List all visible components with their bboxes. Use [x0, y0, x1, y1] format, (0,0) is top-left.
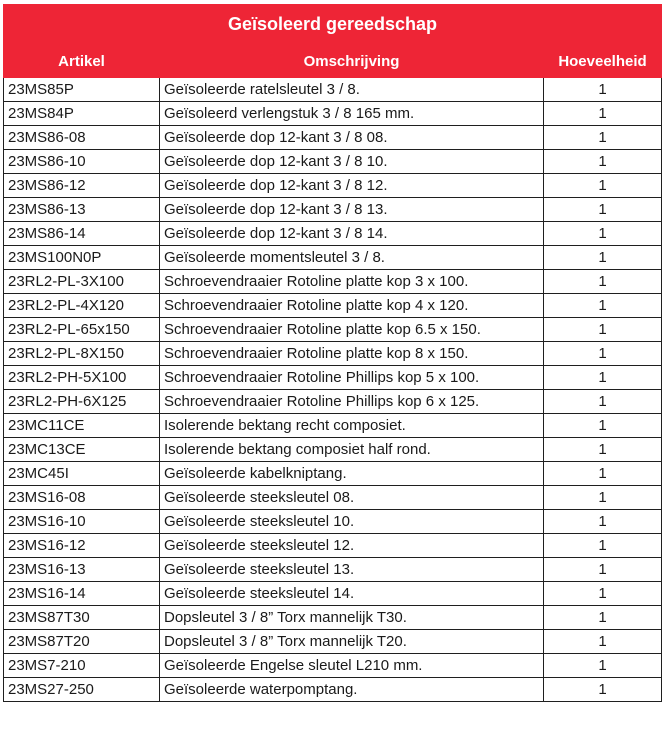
table-row	[4, 558, 662, 582]
cell-omschrijving: Schroevendraaier Rotoline Phillips kop 5 x 100.	[160, 366, 544, 390]
cell-hoeveelheid: 1	[544, 582, 662, 606]
table-row	[4, 390, 662, 414]
cell-omschrijving: Geïsoleerde Engelse sleutel L210 mm.	[160, 654, 544, 678]
table-row	[4, 486, 662, 510]
cell-omschrijving: Schroevendraaier Rotoline platte kop 6.5 x 150.	[160, 318, 544, 342]
cell-omschrijving: Geïsoleerde steeksleutel 13.	[160, 558, 544, 582]
cell-omschrijving: Schroevendraaier Rotoline platte kop 8 x 150.	[160, 342, 544, 366]
cell-hoeveelheid: 1	[544, 510, 662, 534]
cell-artikel: 23RL2-PL-65x150	[4, 318, 160, 342]
cell-hoeveelheid: 1	[544, 222, 662, 246]
cell-omschrijving: Geïsoleerde dop 12-kant 3 / 8 08.	[160, 126, 544, 150]
cell-omschrijving: Geïsoleerde steeksleutel 10.	[160, 510, 544, 534]
cell-artikel: 23MS86-12	[4, 174, 160, 198]
table-row	[4, 678, 662, 702]
cell-omschrijving: Geïsoleerde waterpomptang.	[160, 678, 544, 702]
cell-omschrijving: Geïsoleerd verlengstuk 3 / 8 165 mm.	[160, 102, 544, 126]
cell-artikel: 23MS16-08	[4, 486, 160, 510]
product-table-container	[3, 4, 661, 702]
cell-omschrijving: Geïsoleerde dop 12-kant 3 / 8 13.	[160, 198, 544, 222]
cell-omschrijving: Geïsoleerde steeksleutel 12.	[160, 534, 544, 558]
cell-artikel: 23MS16-10	[4, 510, 160, 534]
cell-artikel: 23MS16-14	[4, 582, 160, 606]
cell-hoeveelheid: 1	[544, 366, 662, 390]
cell-artikel: 23MS87T30	[4, 606, 160, 630]
cell-omschrijving: Schroevendraaier Rotoline platte kop 3 x 100.	[160, 270, 544, 294]
cell-hoeveelheid: 1	[544, 318, 662, 342]
table-row	[4, 462, 662, 486]
cell-hoeveelheid: 1	[544, 246, 662, 270]
cell-omschrijving: Geïsoleerde momentsleutel 3 / 8.	[160, 246, 544, 270]
product-table	[3, 4, 662, 702]
cell-hoeveelheid: 1	[544, 678, 662, 702]
table-row	[4, 102, 662, 126]
table-row	[4, 654, 662, 678]
table-title-row	[4, 5, 662, 45]
table-row	[4, 534, 662, 558]
cell-hoeveelheid: 1	[544, 126, 662, 150]
cell-artikel: 23RL2-PL-4X120	[4, 294, 160, 318]
table-row	[4, 318, 662, 342]
cell-artikel: 23RL2-PH-6X125	[4, 390, 160, 414]
cell-artikel: 23MS87T20	[4, 630, 160, 654]
table-row	[4, 270, 662, 294]
table-row	[4, 510, 662, 534]
cell-omschrijving: Geïsoleerde dop 12-kant 3 / 8 14.	[160, 222, 544, 246]
cell-hoeveelheid: 1	[544, 558, 662, 582]
cell-hoeveelheid: 1	[544, 486, 662, 510]
cell-hoeveelheid: 1	[544, 606, 662, 630]
cell-omschrijving: Dopsleutel 3 / 8” Torx mannelijk T30.	[160, 606, 544, 630]
cell-hoeveelheid: 1	[544, 150, 662, 174]
table-row	[4, 366, 662, 390]
cell-artikel: 23MS86-13	[4, 198, 160, 222]
cell-omschrijving: Geïsoleerde steeksleutel 08.	[160, 486, 544, 510]
column-header-omschrijving: Omschrijving	[160, 45, 544, 78]
cell-hoeveelheid: 1	[544, 534, 662, 558]
cell-artikel: 23RL2-PL-3X100	[4, 270, 160, 294]
cell-artikel: 23MS86-08	[4, 126, 160, 150]
cell-artikel: 23MS86-10	[4, 150, 160, 174]
cell-omschrijving: Geïsoleerde steeksleutel 14.	[160, 582, 544, 606]
cell-omschrijving: Isolerende bektang recht composiet.	[160, 414, 544, 438]
cell-hoeveelheid: 1	[544, 462, 662, 486]
table-row	[4, 174, 662, 198]
column-header-artikel: Artikel	[4, 45, 160, 78]
cell-artikel: 23MS100N0P	[4, 246, 160, 270]
table-title: Geïsoleerd gereedschap	[4, 5, 662, 45]
cell-hoeveelheid: 1	[544, 78, 662, 102]
cell-hoeveelheid: 1	[544, 270, 662, 294]
cell-hoeveelheid: 1	[544, 198, 662, 222]
cell-artikel: 23MC11CE	[4, 414, 160, 438]
cell-artikel: 23MS84P	[4, 102, 160, 126]
table-body	[4, 78, 662, 702]
cell-artikel: 23MS7-210	[4, 654, 160, 678]
cell-omschrijving: Schroevendraaier Rotoline platte kop 4 x 120.	[160, 294, 544, 318]
cell-hoeveelheid: 1	[544, 414, 662, 438]
cell-artikel: 23MS16-12	[4, 534, 160, 558]
column-header-hoeveelheid: Hoeveelheid	[544, 45, 662, 78]
cell-hoeveelheid: 1	[544, 630, 662, 654]
table-row	[4, 222, 662, 246]
cell-omschrijving: Geïsoleerde ratelsleutel 3 / 8.	[160, 78, 544, 102]
table-row	[4, 294, 662, 318]
table-row	[4, 126, 662, 150]
cell-omschrijving: Geïsoleerde kabelkniptang.	[160, 462, 544, 486]
cell-omschrijving: Schroevendraaier Rotoline Phillips kop 6 x 125.	[160, 390, 544, 414]
table-row	[4, 198, 662, 222]
cell-artikel: 23MS85P	[4, 78, 160, 102]
table-header-row	[4, 45, 662, 78]
cell-omschrijving: Isolerende bektang composiet half rond.	[160, 438, 544, 462]
cell-artikel: 23RL2-PH-5X100	[4, 366, 160, 390]
table-row	[4, 438, 662, 462]
cell-omschrijving: Dopsleutel 3 / 8” Torx mannelijk T20.	[160, 630, 544, 654]
cell-hoeveelheid: 1	[544, 342, 662, 366]
cell-artikel: 23MS86-14	[4, 222, 160, 246]
cell-artikel: 23RL2-PL-8X150	[4, 342, 160, 366]
cell-artikel: 23MC13CE	[4, 438, 160, 462]
cell-omschrijving: Geïsoleerde dop 12-kant 3 / 8 12.	[160, 174, 544, 198]
cell-hoeveelheid: 1	[544, 174, 662, 198]
cell-artikel: 23MS16-13	[4, 558, 160, 582]
table-row	[4, 150, 662, 174]
cell-hoeveelheid: 1	[544, 438, 662, 462]
table-row	[4, 582, 662, 606]
cell-artikel: 23MC45I	[4, 462, 160, 486]
cell-omschrijving: Geïsoleerde dop 12-kant 3 / 8 10.	[160, 150, 544, 174]
cell-hoeveelheid: 1	[544, 390, 662, 414]
table-row	[4, 414, 662, 438]
table-row	[4, 78, 662, 102]
table-row	[4, 342, 662, 366]
table-row	[4, 246, 662, 270]
cell-hoeveelheid: 1	[544, 654, 662, 678]
table-row	[4, 606, 662, 630]
cell-hoeveelheid: 1	[544, 102, 662, 126]
cell-hoeveelheid: 1	[544, 294, 662, 318]
table-row	[4, 630, 662, 654]
cell-artikel: 23MS27-250	[4, 678, 160, 702]
